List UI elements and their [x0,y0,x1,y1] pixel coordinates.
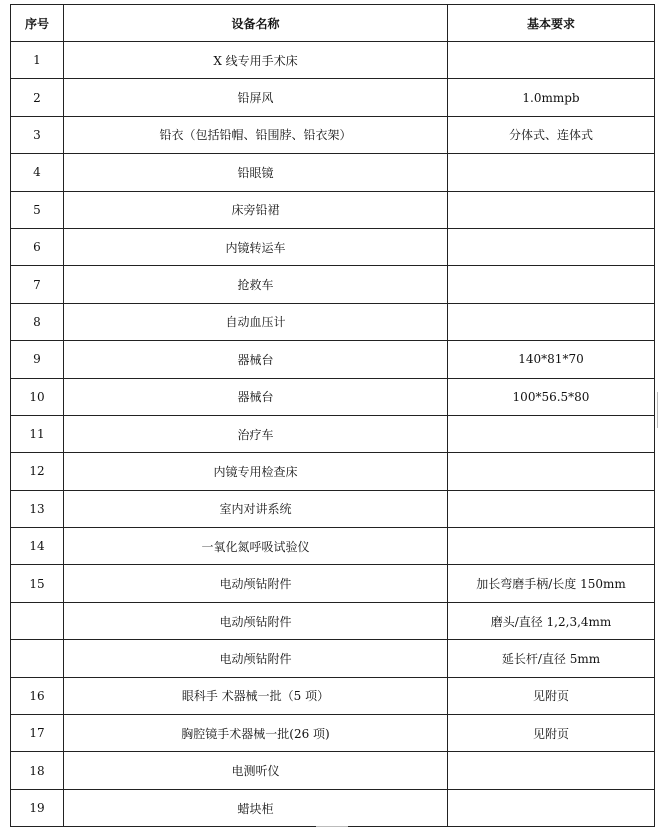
cell-requirement: 1.0mmpb [448,79,655,116]
cell-number: 13 [11,490,64,527]
cell-equipment-name: X 线专用手术床 [64,42,448,79]
cell-equipment-name: 蜡块柜 [64,789,448,826]
cell-equipment-name: 电测听仪 [64,752,448,789]
cell-requirement [448,752,655,789]
cell-requirement: 见附页 [448,677,655,714]
table-row [11,266,655,303]
cell-number: 3 [11,116,64,153]
cell-equipment-name: 铅屏风 [64,79,448,116]
header-equipment-name: 设备名称 [64,5,448,42]
cell-equipment-name: 床旁铅裙 [64,191,448,228]
equipment-table [10,4,655,827]
cell-requirement: 100*56.5*80 [448,378,655,415]
cell-number: 5 [11,191,64,228]
table-row [11,228,655,265]
table-row [11,752,655,789]
cell-requirement [448,415,655,452]
cell-equipment-name: 自动血压计 [64,303,448,340]
cell-equipment-name: 抢救车 [64,266,448,303]
table-header-row [11,5,655,42]
page-edge-mark [657,392,661,428]
table-row [11,565,655,602]
cell-equipment-name: 内镜转运车 [64,228,448,265]
cell-equipment-name: 胸腔镜手术器械一批(26 项) [64,715,448,752]
cell-number: 1 [11,42,64,79]
cell-equipment-name: 内镜专用检查床 [64,453,448,490]
header-requirements: 基本要求 [448,5,655,42]
table-row [11,490,655,527]
cell-number: 16 [11,677,64,714]
table-row [11,602,655,639]
cell-requirement: 分体式、连体式 [448,116,655,153]
cell-requirement: 磨头/直径 1,2,3,4mm [448,602,655,639]
cell-number: 2 [11,79,64,116]
table-row [11,79,655,116]
cell-number: 9 [11,341,64,378]
page-foot-mark [316,826,348,832]
cell-number: 15 [11,565,64,602]
table-row [11,789,655,826]
cell-equipment-name: 铅衣（包括铅帽、铅围脖、铅衣架） [64,116,448,153]
table-row [11,191,655,228]
cell-requirement [448,228,655,265]
cell-number: 17 [11,715,64,752]
cell-number: 11 [11,415,64,452]
cell-number: 12 [11,453,64,490]
cell-equipment-name: 电动颅钻附件 [64,565,448,602]
table-row [11,42,655,79]
cell-requirement [448,154,655,191]
cell-equipment-name: 治疗车 [64,415,448,452]
cell-requirement: 加长弯磨手柄/长度 150mm [448,565,655,602]
cell-requirement [448,303,655,340]
cell-equipment-name: 电动颅钻附件 [64,602,448,639]
cell-number: 8 [11,303,64,340]
cell-requirement: 见附页 [448,715,655,752]
cell-equipment-name: 室内对讲系统 [64,490,448,527]
cell-equipment-name: 器械台 [64,378,448,415]
header-number: 序号 [11,5,64,42]
cell-number: 18 [11,752,64,789]
table-row [11,453,655,490]
table-row [11,640,655,677]
cell-requirement: 140*81*70 [448,341,655,378]
cell-requirement [448,490,655,527]
cell-requirement [448,266,655,303]
cell-number: 4 [11,154,64,191]
cell-equipment-name: 电动颅钻附件 [64,640,448,677]
table-row [11,116,655,153]
cell-number: 10 [11,378,64,415]
cell-equipment-name: 眼科手 术器械一批（5 项） [64,677,448,714]
cell-number [11,640,64,677]
cell-requirement [448,453,655,490]
cell-requirement [448,528,655,565]
cell-number: 19 [11,789,64,826]
table-row [11,303,655,340]
cell-number: 14 [11,528,64,565]
cell-requirement [448,42,655,79]
table-row [11,341,655,378]
cell-requirement [448,789,655,826]
cell-number: 6 [11,228,64,265]
cell-equipment-name: 铅眼镜 [64,154,448,191]
table-row [11,378,655,415]
table-row [11,677,655,714]
table-body [11,42,655,827]
cell-equipment-name: 器械台 [64,341,448,378]
table-row [11,154,655,191]
cell-number: 7 [11,266,64,303]
cell-number [11,602,64,639]
cell-equipment-name: 一氧化氮呼吸试验仪 [64,528,448,565]
table-row [11,715,655,752]
table-row [11,415,655,452]
table-row [11,528,655,565]
cell-requirement [448,191,655,228]
cell-requirement: 延长杆/直径 5mm [448,640,655,677]
